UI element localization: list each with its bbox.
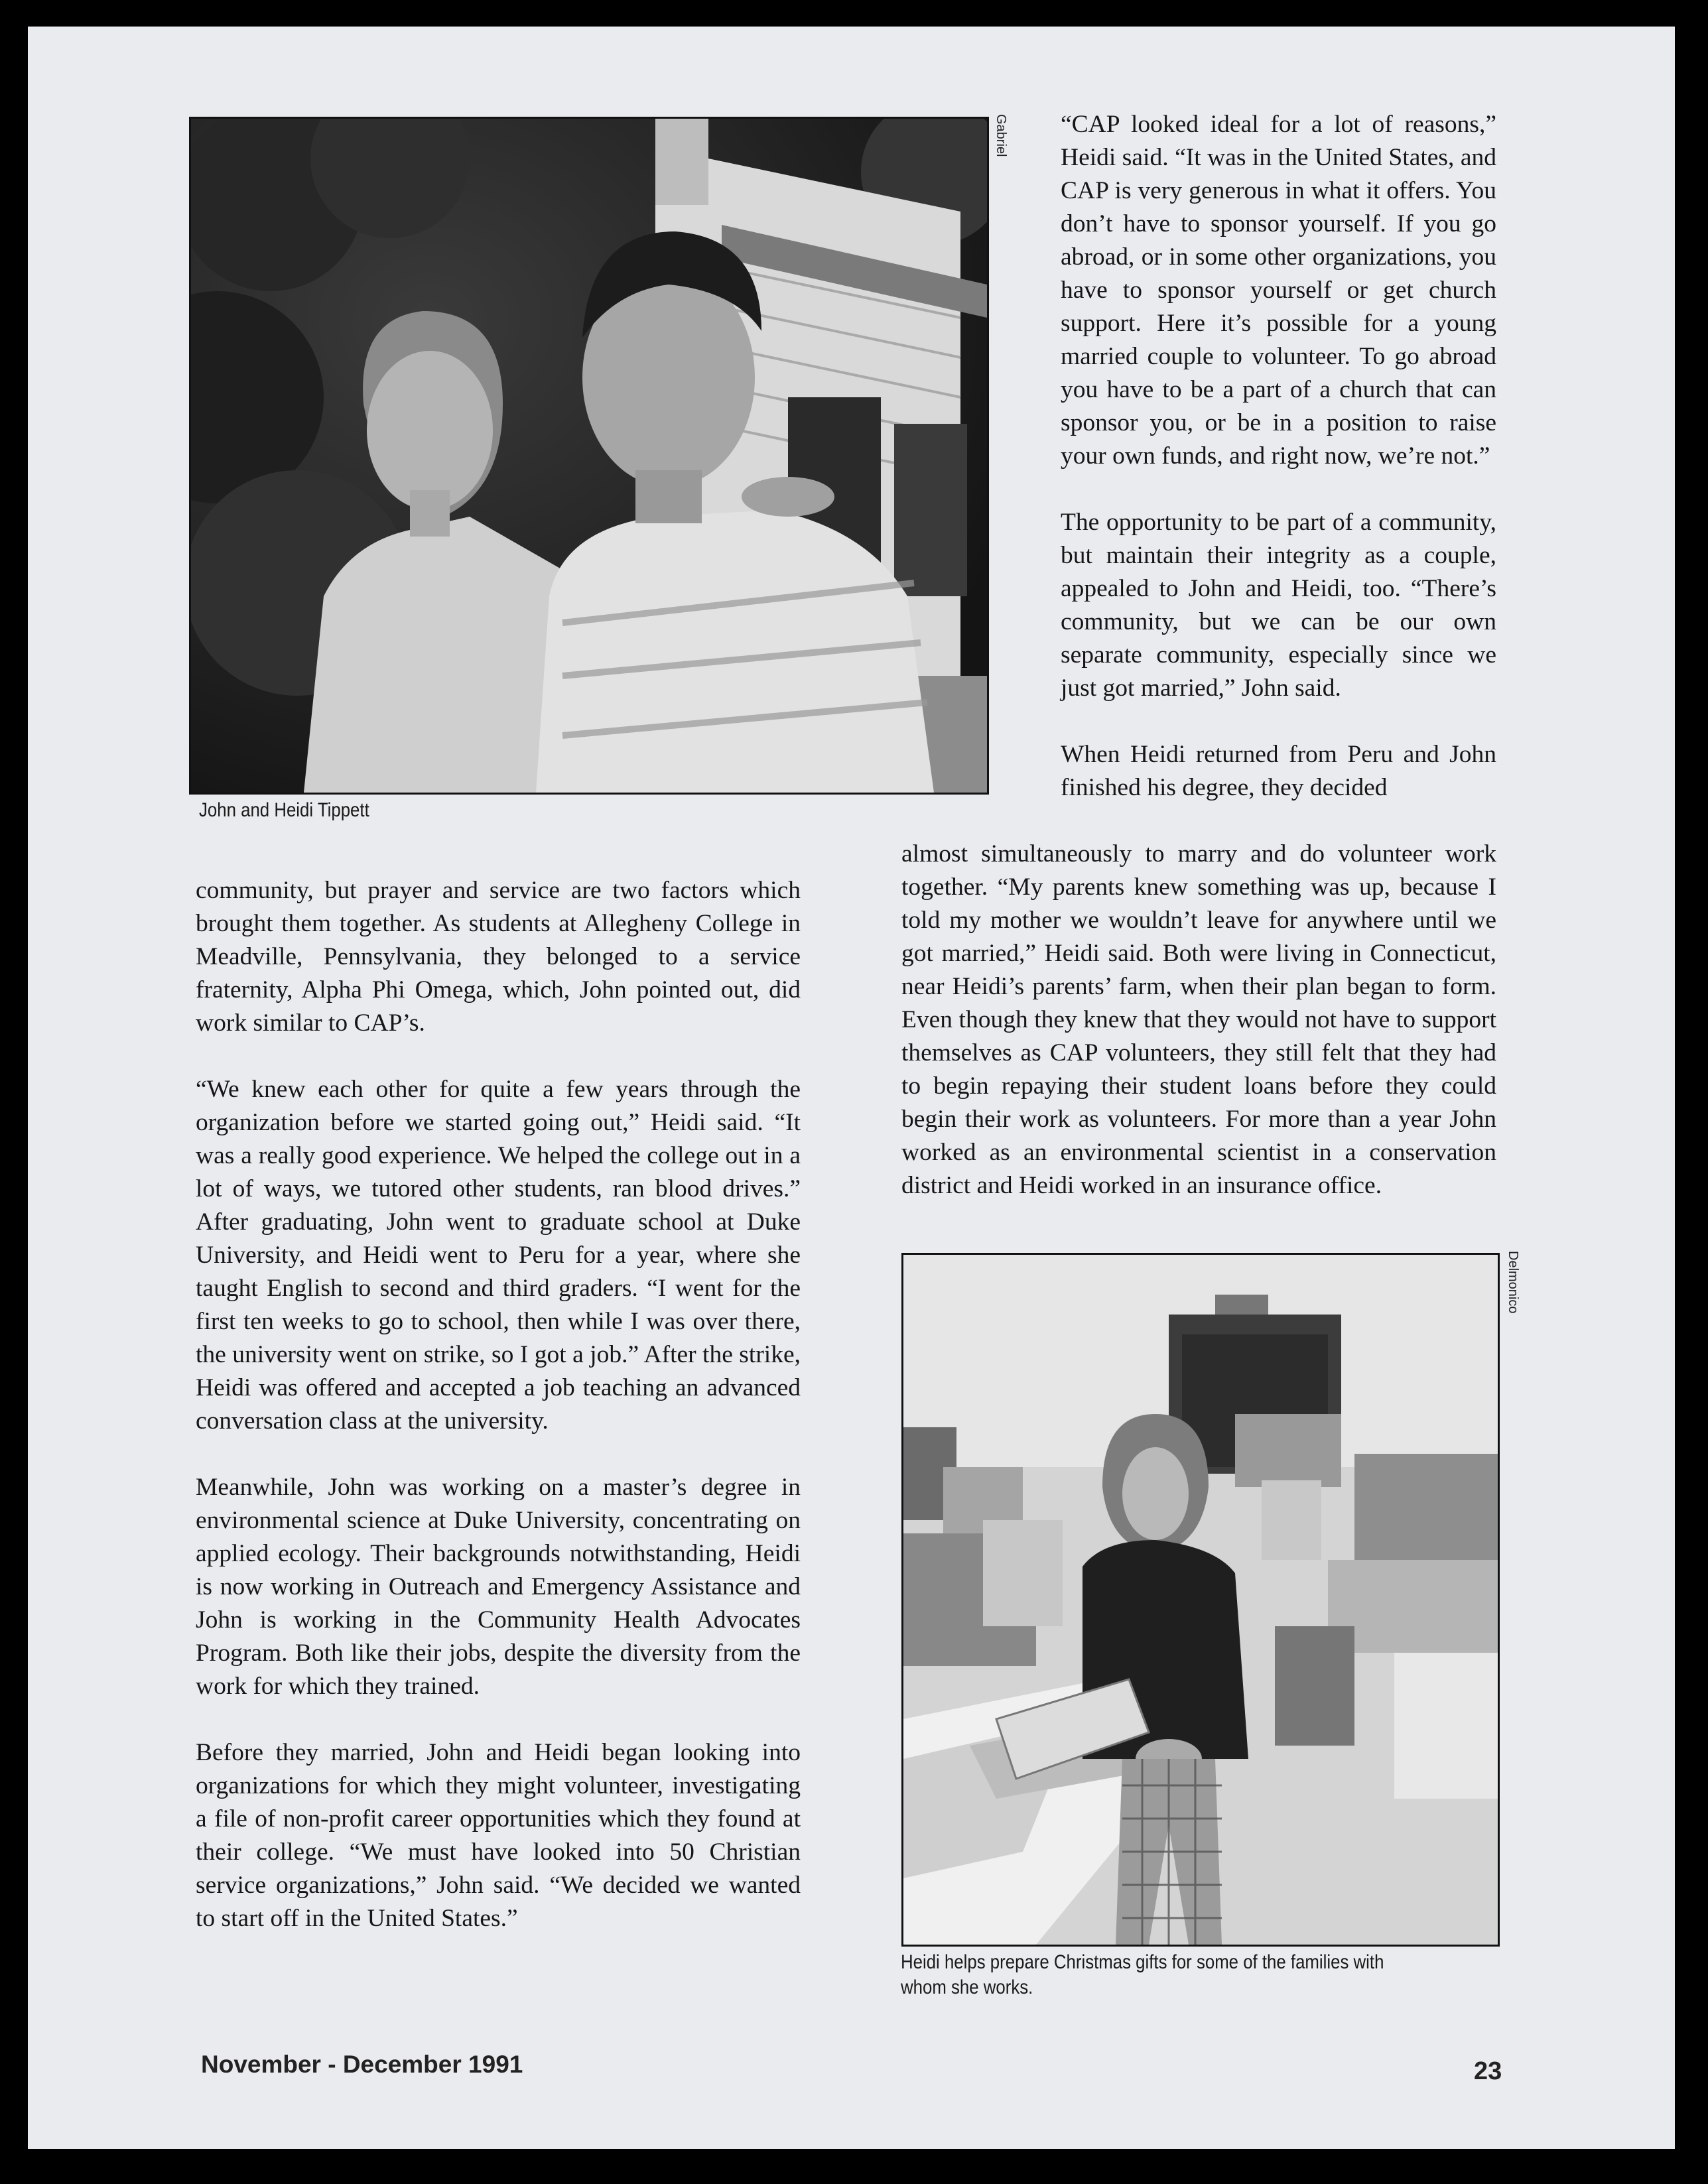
right-paragraph-3-continued: almost simultaneously to marry and do volunteer work together. “My parents knew something was up, because I told my mother we wouldn’t leave for anywhere until we got married,” Heidi said. Both were living in Connecticut, near Heidi’s parents’ farm, when their plan began to form. Even though they knew that they would not have to support themselves as CAP volunteers, they still felt that they had to begin repaying their student loans before they could begin their work as volunteers. For more than a year John worked as an environmental scientist in a conservation district and Heidi worked in an insurance office. — [901, 840, 1496, 1199]
photo-caption-gifts-line-2: whom she works. — [901, 1976, 1033, 1998]
right-wide-text — [901, 838, 1496, 1202]
gifts-photo-image — [903, 1255, 1498, 1945]
photo-credit-delmonico: Delmonico — [1506, 1251, 1520, 1314]
right-paragraph-2: The opportunity to be part of a community, but maintain their integrity as a couple, appealed to John and Heidi, too. “There’s community, but we can be our own separate community, especially since we just got married,” John said. — [1061, 509, 1496, 702]
page-number: 23 — [1474, 2057, 1502, 2085]
magazine-page — [28, 27, 1675, 2149]
left-paragraph-2: “We knew each other for quite a few years through the organization before we started going out,” Heidi said. “It was a really good experience. We helped the college out in a lot of ways, we tutored other students, ran blood drives.” After graduating, John went to graduate school at Duke University, and Heidi went to Peru for a year, where she taught English to second and third graders. “I went for the first ten weeks to go to school, then while I was over there, the university went on strike, so I got a job.” After the strike, Heidi was offered and accepted a job teaching an advanced conversation class at the university. — [196, 1076, 801, 1435]
couple-photo-image — [191, 119, 987, 793]
photo-john-and-heidi — [189, 117, 989, 795]
left-paragraph-4: Before they married, John and Heidi began looking into organizations for which they might volunteer, investigating a file of non-profit career opportunities which they found at their college. “We must have looked into 50 Christian service organizations,” John said. “We decided we wanted to start off in the United States.” — [196, 1739, 801, 1932]
left-paragraph-1: community, but prayer and service are two factors which brought them together. As students at Allegheny College in Meadville, Pennsylvania, they belonged to a service fraternity, Alpha Phi Omega, which, John pointed out, did work similar to CAP’s. — [196, 877, 801, 1037]
left-column-text — [196, 874, 801, 1935]
photo-caption-gifts-line-1: Heidi helps prepare Christmas gifts for some of the families with — [901, 1951, 1384, 1973]
right-paragraph-1: “CAP looked ideal for a lot of reasons,” Heidi said. “It was in the United States, and CAP is very generous in what it offers. You don’t have to sponsor yourself. If you go abroad, or in some other organizations, you have to sponsor yourself or get church support. Here it’s possible for a young married couple to volunteer. To go abroad you have to be a part of a church that can sponsor you, or be in a position to raise your own funds, and right now, we’re not.” — [1061, 111, 1496, 470]
photo-credit-gabriel: Gabriel — [994, 114, 1008, 157]
photo-heidi-preparing-gifts — [901, 1253, 1500, 1947]
right-column-text — [1061, 108, 1496, 804]
photo-caption-couple: John and Heidi Tippett — [199, 799, 369, 821]
right-paragraph-3-start: When Heidi returned from Peru and John finished his degree, they decided — [1061, 741, 1496, 801]
issue-date: November - December 1991 — [201, 2051, 523, 2078]
left-paragraph-3: Meanwhile, John was working on a master’s degree in environmental science at Duke University, concentrating on applied ecology. Their backgrounds notwithstanding, Heidi is now working in Outreach and Emergency Assistance and John is working in the Community Health Advocates Program. Both like their jobs, despite the diversity from the work for which they trained. — [196, 1474, 801, 1700]
